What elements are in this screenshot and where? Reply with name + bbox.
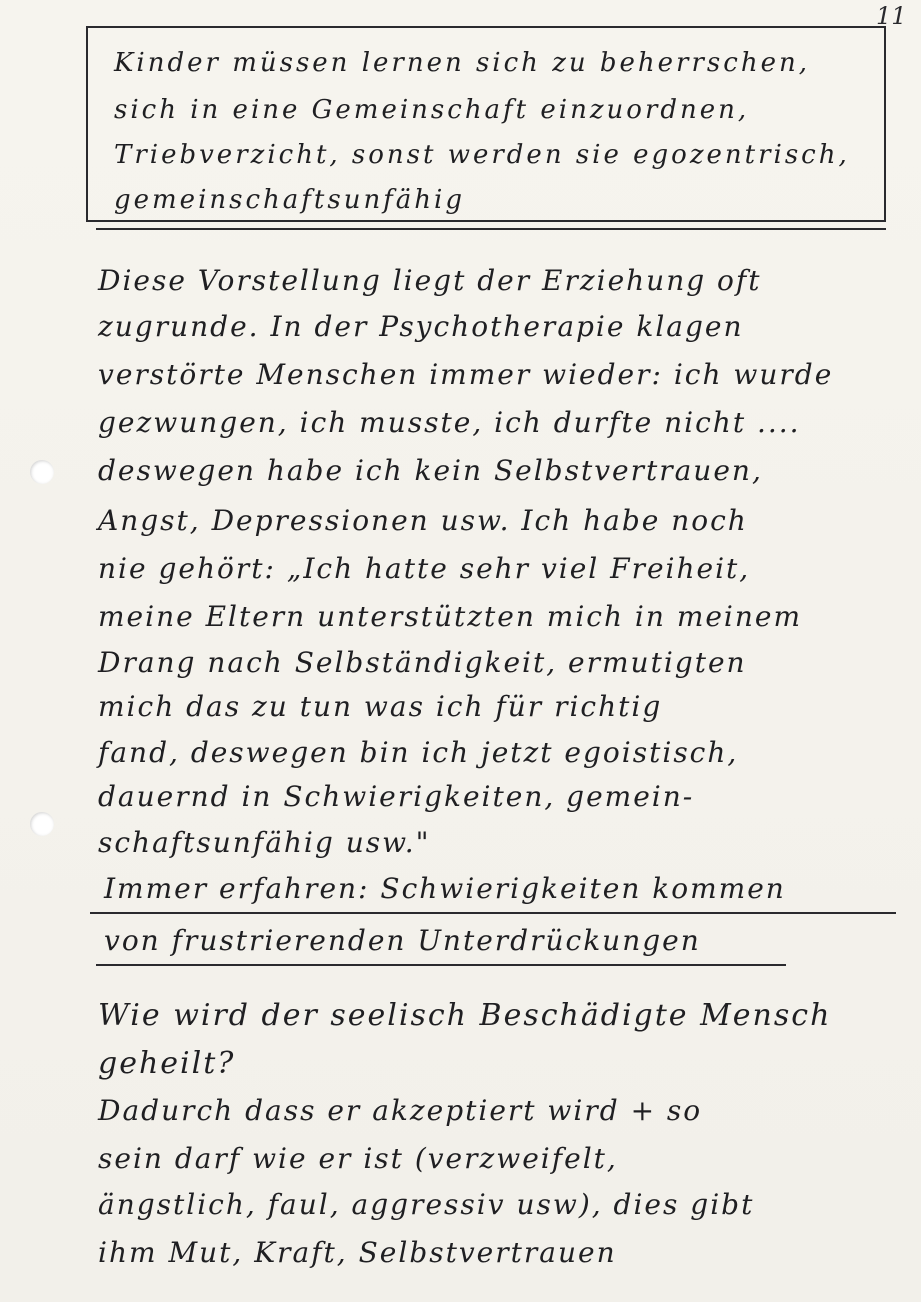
paragraph-line: deswegen habe ich kein Selbstvertrauen, bbox=[98, 454, 763, 487]
page-number: 11 bbox=[876, 2, 907, 30]
paragraph-line: nie gehört: „Ich hatte sehr viel Freiheit, bbox=[98, 552, 751, 585]
paragraph-line: meine Eltern unterstützten mich in meinem bbox=[98, 600, 803, 633]
paragraph-line: Angst, Depressionen usw. Ich habe noch bbox=[98, 504, 748, 537]
boxed-note-shadow-line bbox=[96, 228, 886, 230]
question-line: Wie wird der seelisch Beschädigte Mensch bbox=[98, 998, 832, 1033]
paragraph-line: sein darf wie er ist (verzweifelt, bbox=[98, 1142, 618, 1175]
boxed-note-line: Kinder müssen lernen sich zu beherrschen, bbox=[114, 48, 810, 78]
paragraph-line: mich das zu tun was ich für richtig bbox=[98, 690, 663, 723]
paragraph-line: Diese Vorstellung liegt der Erziehung oft bbox=[98, 264, 762, 297]
paragraph-line: schaftsunfähig usw." bbox=[98, 826, 431, 859]
underlined-statement-line: von frustrierenden Unterdrückungen bbox=[104, 924, 701, 957]
boxed-note-line: sich in eine Gemeinschaft einzuordnen, bbox=[114, 95, 750, 125]
paragraph-line: ihm Mut, Kraft, Selbstvertrauen bbox=[98, 1236, 617, 1269]
paragraph-line: ängstlich, faul, aggressiv usw), dies gibt bbox=[98, 1188, 755, 1221]
paragraph-line: fand, deswegen bin ich jetzt egoistisch, bbox=[98, 736, 739, 769]
paragraph-line: gezwungen, ich musste, ich durfte nicht .... bbox=[98, 406, 801, 439]
paragraph-line: Dadurch dass er akzeptiert wird + so bbox=[98, 1094, 703, 1127]
underlined-statement-line: Immer erfahren: Schwierigkeiten kommen bbox=[104, 872, 786, 905]
punch-hole-top bbox=[30, 460, 54, 484]
paragraph-line: Drang nach Selbständigkeit, ermutigten bbox=[98, 646, 747, 679]
underline-rule bbox=[96, 964, 786, 966]
boxed-note-line: gemeinschaftsunfähig bbox=[114, 185, 466, 215]
punch-hole-bottom bbox=[30, 812, 54, 836]
boxed-note-line: Triebverzicht, sonst werden sie egozentrisch, bbox=[114, 140, 850, 170]
underline-rule bbox=[90, 912, 896, 914]
paragraph-line: dauernd in Schwierigkeiten, gemein- bbox=[98, 780, 695, 813]
paragraph-line: zugrunde. In der Psychotherapie klagen bbox=[98, 310, 744, 343]
question-line: geheilt? bbox=[98, 1046, 236, 1081]
paragraph-line: verstörte Menschen immer wieder: ich wurde bbox=[98, 358, 834, 391]
